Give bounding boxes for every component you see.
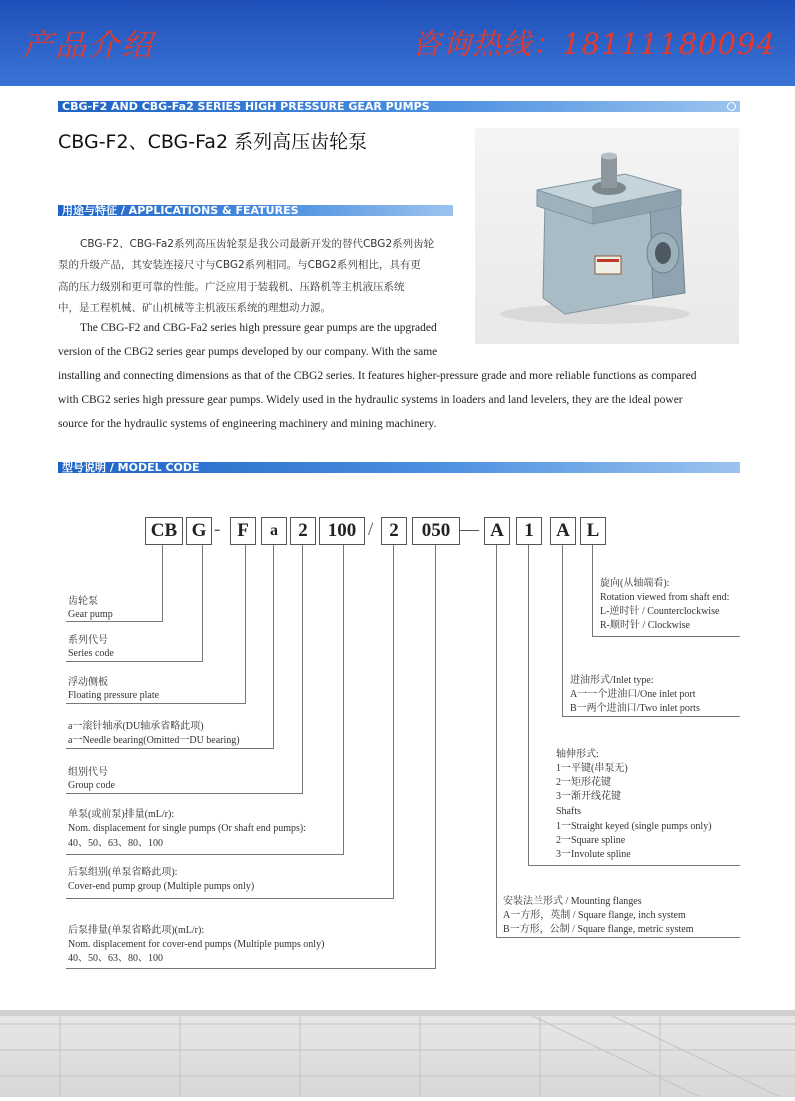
label-rear-group-en: Cover-end pump group (Multiple pumps only)	[68, 881, 255, 892]
leader-shaft-h	[528, 865, 740, 866]
label-inlet-title: 进油形式/Inlet type:	[570, 675, 654, 686]
leader-a-v	[273, 545, 274, 748]
leader-f-h	[66, 703, 246, 704]
product-photo	[475, 128, 739, 344]
label-rear-group-cn: 后泵组别(单泵省略此项):	[68, 867, 178, 878]
code-box-a: a	[261, 517, 287, 545]
label-group-cn: 组别代号	[68, 767, 108, 778]
leader-g-v	[202, 545, 203, 662]
label-rear-displacement-cn: 后泵排量(单泵省略此项)(mL/r):	[68, 925, 205, 936]
leader-flange-h	[496, 937, 740, 938]
search-icon	[727, 102, 736, 111]
label-group-en: Group code	[68, 780, 115, 791]
label-shaft-cn2: 2一矩形花键	[556, 777, 611, 788]
cn-line-2: 泵的升级产品，其安装连接尺寸与CBG2系列相同。与CBG2系列相比，具有更	[58, 259, 421, 271]
label-bearing-en: a一Needle bearing(Omitted一DU bearing)	[68, 735, 240, 746]
code-box-2b: 2	[381, 517, 407, 545]
code-sep-2: /	[368, 519, 374, 540]
label-flange-opt1: A一方形，英制 / Square flange, inch system	[503, 910, 686, 921]
label-shaft-en2: 2一Square spline	[556, 835, 626, 846]
footer-grid-pattern	[0, 1010, 795, 1097]
label-floating-cn: 浮动侧板	[68, 677, 108, 688]
leader-f-v	[245, 545, 246, 703]
label-flange-title: 安装法兰形式 / Mounting flanges	[503, 896, 642, 907]
code-sep-1: -	[214, 519, 221, 540]
leader-050-h	[66, 968, 436, 969]
en-line-3: installing and connecting dimensions as that of the CBG2 series. It features higher-pressure grade and more reliable functions as compared	[58, 370, 697, 382]
label-shaft-title: 轴伸形式:	[556, 749, 599, 760]
label-shaft-en-title: Shafts	[556, 806, 581, 817]
code-box-g: G	[186, 517, 212, 545]
label-displacement-values: 40、50、63、80、100	[68, 838, 163, 849]
code-box-1: 1	[516, 517, 542, 545]
banner-product-intro: 产品介绍	[22, 28, 154, 64]
leader-flange-v	[496, 545, 497, 937]
code-box-l: L	[580, 517, 606, 545]
code-box-100: 100	[319, 517, 365, 545]
leader-100-h	[66, 854, 344, 855]
label-rotation-opt1: L-逆时针 / Counterclockwise	[600, 606, 720, 617]
code-sep-3: —	[460, 519, 479, 540]
label-gear-pump-en: Gear pump	[68, 609, 113, 620]
code-box-cb: CB	[145, 517, 183, 545]
gear-pump-illustration	[475, 128, 739, 344]
leader-inlet-v	[562, 545, 563, 716]
leader-l-h	[592, 636, 740, 637]
applications-bar-label: 用途与特征 / APPLICATIONS & FEATURES	[62, 204, 299, 217]
label-rotation-opt2: R-顺时针 / Clockwise	[600, 620, 690, 631]
page-title: CBG-F2、CBG-Fa2 系列高压齿轮泵	[58, 131, 368, 153]
leader-050-v	[435, 545, 436, 968]
label-series-cn: 系列代号	[68, 635, 108, 646]
label-inlet-opt1: A一一个进油口/One inlet port	[570, 689, 696, 700]
label-shaft-en3: 3一Involute spline	[556, 849, 631, 860]
leader-100-v	[343, 545, 344, 854]
label-floating-en: Floating pressure plate	[68, 690, 160, 701]
leader-2b-h	[66, 898, 394, 899]
banner-hotline: 咨询热线：18111180094	[412, 27, 776, 61]
footer-background	[0, 1010, 795, 1097]
leader-inlet-h	[562, 716, 740, 717]
label-bearing-cn: a一滚针轴承(DU轴承省略此项)	[68, 721, 204, 732]
label-rear-displacement-en: Nom. displacement for cover-end pumps (Multiple pumps only)	[68, 939, 325, 950]
leader-2a-v	[302, 545, 303, 793]
label-shaft-cn3: 3一渐开线花键	[556, 791, 621, 802]
model-code-bar-label: 型号说明 / MODEL CODE	[62, 461, 200, 474]
leader-l-v	[592, 545, 593, 636]
label-shaft-cn1: 1一平键(串泵无)	[556, 763, 628, 774]
code-box-f: F	[230, 517, 256, 545]
label-series-en: Series code	[68, 648, 114, 659]
label-displacement-cn: 单泵(或前泵)排量(mL/r):	[68, 809, 175, 820]
label-rotation-sub: Rotation viewed from shaft end:	[600, 592, 730, 603]
cn-line-4: 中，是工程机械、矿山机械等主机液压系统的理想动力源。	[58, 302, 331, 314]
leader-a-h	[66, 748, 274, 749]
label-rotation-title: 旋向(从轴端看):	[600, 578, 670, 589]
cn-line-3: 高的压力级别和更可靠的性能。广泛应用于装载机、压路机等主机液压系统	[58, 281, 405, 293]
label-rear-displacement-values: 40、50、63、80、100	[68, 953, 163, 964]
leader-2b-v	[393, 545, 394, 898]
code-box-2a: 2	[290, 517, 316, 545]
label-shaft-en1: 1一Straight keyed (single pumps only)	[556, 821, 712, 832]
en-line-1: The CBG-F2 and CBG-Fa2 series high pressure gear pumps are the upgraded	[80, 322, 437, 334]
label-flange-opt2: B一方形，公制 / Square flange, metric system	[503, 924, 694, 935]
label-inlet-opt2: B一两个进油口/Two inlet ports	[570, 703, 700, 714]
leader-cb-v	[162, 545, 163, 621]
leader-2a-h	[66, 793, 303, 794]
series-bar-label: CBG-F2 AND CBG-Fa2 SERIES HIGH PRESSURE GEAR PUMPS	[62, 100, 430, 113]
code-box-a-flange: A	[484, 517, 510, 545]
cn-line-1: CBG-F2、CBG-Fa2系列高压齿轮泵是我公司最新开发的替代CBG2系列齿轮	[80, 238, 435, 250]
en-line-4: with CBG2 series high pressure gear pumps. Widely used in the hydraulic systems in loaders and land levelers, they are the ideal power	[58, 394, 683, 406]
code-box-a-inlet: A	[550, 517, 576, 545]
en-line-2: version of the CBG2 series gear pumps developed by our company. With the same	[58, 346, 438, 358]
label-gear-pump-cn: 齿轮泵	[68, 596, 98, 607]
leader-g-h	[66, 661, 203, 662]
code-box-050: 050	[412, 517, 460, 545]
en-line-5: source for the hydraulic systems of engineering machinery and mining machinery.	[58, 418, 437, 430]
leader-shaft-v	[528, 545, 529, 865]
label-displacement-en: Nom. displacement for single pumps (Or shaft end pumps):	[68, 823, 307, 834]
